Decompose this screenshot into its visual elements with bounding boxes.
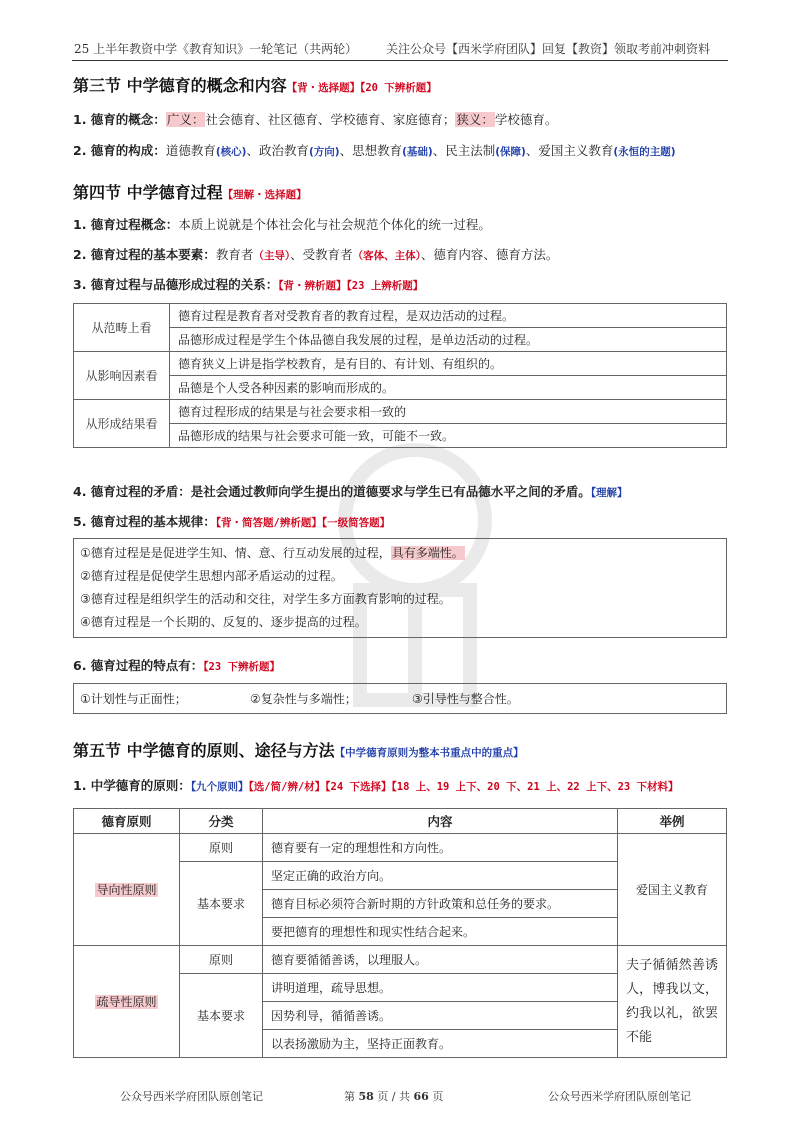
section3-item2 (73, 141, 676, 159)
item-label: 6. 德育过程的特点有： (73, 658, 204, 673)
page-suffix: 页 (432, 1090, 444, 1103)
item-label: 2. 德育过程的基本要素： (73, 247, 216, 262)
tag-text: 【23 上辨析题】 (346, 280, 424, 292)
separator: 、 (525, 143, 539, 158)
law-item (74, 565, 726, 588)
principle-name-cell (74, 834, 180, 946)
law-text: ④德育过程是一个长期的、反复的、逐步提高的过程。 (80, 615, 367, 629)
section3-tag: 【背・选择题】 (286, 82, 361, 94)
column-header: 德育原则 (74, 809, 180, 834)
content-cell: 要把德育的理想性和现实性结合起来。 (263, 918, 618, 946)
law-item (74, 611, 726, 634)
table-cell: 德育过程形成的结果是与社会要求相一致的 (170, 400, 727, 424)
features-box (73, 683, 727, 714)
note-text: (保障) (495, 146, 526, 158)
category-cell: 原则 (180, 946, 263, 974)
principle-name-cell (74, 946, 180, 1058)
table-row (74, 328, 727, 352)
item-label: 1. 德育过程概念： (73, 217, 179, 232)
item-label: 2. 德育的构成： (73, 143, 166, 158)
content-cell: 德育要有一定的理想性和方向性。 (263, 834, 618, 862)
content-cell: 以表扬激励为主，坚持正面教育。 (263, 1030, 618, 1058)
principle-name: 疏导性原则 (96, 995, 157, 1009)
highlight-text: 广义： (166, 112, 205, 127)
table-cell: 品德是个人受各种因素的影响而形成的。 (170, 376, 727, 400)
header-divider (72, 60, 728, 61)
table-cell: 德育狭义上讲是指学校教育，是有目的、有计划、有组织的。 (170, 352, 727, 376)
table-key-cell: 从范畴上看 (74, 304, 170, 352)
footer-left-text: 公众号西米学府团队原创笔记 (120, 1090, 263, 1103)
footer-right-text: 公众号西米学府团队原创笔记 (548, 1090, 691, 1103)
section4-item4 (73, 482, 628, 500)
item-text: 思想教育 (352, 143, 403, 158)
item-text: 德育内容、德育方法。 (433, 247, 559, 262)
law-item (74, 588, 726, 611)
tag-text: 【背・简答题/辨析题】 (215, 517, 322, 529)
section4-heading (73, 180, 307, 203)
separator: 、 (246, 143, 259, 158)
law-item (74, 542, 726, 565)
item-label: 1. 德育的概念： (73, 112, 166, 127)
feature-item: ①计划性与正面性； (80, 692, 187, 706)
separator: 、 (432, 143, 446, 158)
section4-title: 第四节 中学德育过程 (73, 183, 223, 202)
table-row (74, 376, 727, 400)
feature-item: ③引导性与整合性。 (412, 692, 519, 706)
section4-item5 (73, 512, 390, 530)
section4-item3 (73, 275, 423, 293)
note-text: （主导） (253, 250, 291, 262)
item-text: 社会德育、社区德育、学校德育、家庭德育； (205, 112, 456, 127)
table-key-cell: 从形成结果看 (74, 400, 170, 448)
table-row (74, 400, 727, 424)
category-cell: 基本要求 (180, 974, 263, 1058)
page-number (344, 1088, 443, 1104)
note-text: （客体、主体） (352, 250, 421, 262)
section3-item1 (73, 110, 557, 128)
item-text: 本质上说就是个体社会化与社会规范个体化的统一过程。 (178, 217, 491, 232)
section5-tag: 【中学德育原则为整本书重点中的重点】 (334, 747, 524, 759)
content-cell: 德育要循循善诱，以理服人。 (263, 946, 618, 974)
column-header: 分类 (180, 809, 263, 834)
principle-name: 导向性原则 (96, 883, 157, 897)
tag-text: 【理解】 (590, 487, 628, 499)
table-cell: 品德形成的结果与社会要求可能一致，可能不一致。 (170, 424, 727, 448)
law-text: ①德育过程是是促进学生知、情、意、行互动发展的过程， (80, 546, 391, 560)
header-left-text: 25 上半年教资中学《教育知识》一轮笔记（共两轮） (74, 42, 358, 56)
tag-text: 【18 上、19 上下、20 下、21 上、22 上下、23 下材料】 (391, 781, 679, 793)
tag-text: 【23 下辨析题】 (203, 661, 281, 673)
tag-text: 【24 下选择】 (325, 781, 392, 793)
section4-item6 (73, 656, 280, 674)
section4-item2 (73, 245, 558, 263)
table-row (74, 946, 727, 974)
item-text: 道德教育 (165, 143, 216, 158)
section5-item1 (73, 776, 679, 794)
page-mid: 页 / 共 (377, 1090, 411, 1103)
separator: 、 (290, 247, 303, 262)
column-header: 内容 (263, 809, 618, 834)
note-text: (永恒的主题) (613, 146, 676, 158)
tag-text: 【一级简答题】 (321, 517, 391, 529)
item-label: 3. 德育过程与品德形成过程的关系： (73, 277, 279, 292)
highlight-text: 狭义： (456, 112, 494, 127)
page-prefix: 第 (344, 1090, 355, 1103)
item-text: 民主法制 (445, 143, 496, 158)
section5-heading (73, 738, 524, 761)
item-text: 4. 德育过程的矛盾：是社会通过教师向学生提出的道德要求与学生已有品德水平之间的矛盾。 (73, 484, 591, 499)
table-key-cell: 从影响因素看 (74, 352, 170, 400)
item-text: 受教育者 (302, 247, 353, 262)
laws-box (73, 538, 727, 638)
principles-table (73, 808, 727, 1058)
tag-text: 【选/简/辨/材】 (248, 781, 326, 793)
table-row (74, 834, 727, 862)
section4-tag: 【理解・选择题】 (222, 189, 307, 201)
item-label: 1. 中学德育的原则： (73, 778, 191, 793)
section3-heading (73, 73, 437, 96)
content-cell: 讲明道理，疏导思想。 (263, 974, 618, 1002)
section5-title: 第五节 中学德育的原则、途径与方法 (73, 741, 335, 760)
note-text: (基础) (402, 146, 433, 158)
category-cell: 原则 (180, 834, 263, 862)
feature-item: ②复杂性与多端性； (250, 692, 357, 706)
example-cell: 夫子循循然善诱人，博我以文，约我以礼，欲罢不能 (618, 946, 727, 1058)
content-cell: 坚定正确的政治方向。 (263, 862, 618, 890)
item-text: 教育者 (215, 247, 254, 262)
note-text: (方向) (308, 146, 340, 158)
section3-tag-2: 【20 下辨析题】 (360, 82, 437, 94)
separator: 、 (420, 247, 434, 262)
law-text: ②德育过程是促使学生思想内部矛盾运动的过程。 (80, 569, 343, 583)
item-text: 政治教育 (258, 143, 309, 158)
item-label: 5. 德育过程的基本规律： (73, 514, 216, 529)
total-pages: 66 (413, 1090, 429, 1103)
separator: 、 (339, 143, 353, 158)
category-cell: 基本要求 (180, 862, 263, 946)
header-right-text: 关注公众号【西米学府团队】回复【教资】领取考前冲刺资料 (386, 42, 711, 56)
relation-table (73, 303, 727, 448)
highlight-text: 具有多端性。 (391, 546, 464, 560)
table-row (74, 424, 727, 448)
item-text: 爱国主义教育 (538, 143, 614, 158)
table-row (74, 352, 727, 376)
section4-item1 (73, 215, 491, 233)
column-header: 举例 (618, 809, 727, 834)
table-cell: 德育过程是教育者对受教育者的教育过程，是双边活动的过程。 (170, 304, 727, 328)
content-cell: 德育目标必须符合新时期的方针政策和总任务的要求。 (263, 890, 618, 918)
table-header-row (74, 809, 727, 834)
tag-text: 【背・辨析题】 (278, 280, 347, 292)
example-cell: 爱国主义教育 (618, 834, 727, 946)
note-text: (核心) (215, 146, 247, 158)
item-text: 学校德育。 (494, 112, 558, 127)
tag-text: 【九个原则】 (190, 781, 249, 793)
section3-title: 第三节 中学德育的概念和内容 (73, 76, 287, 95)
table-row (74, 304, 727, 328)
law-text: ③德育过程是组织学生的活动和交往，对学生多方面教育影响的过程。 (80, 592, 451, 606)
table-cell: 品德形成过程是学生个体品德自我发展的过程，是单边活动的过程。 (170, 328, 727, 352)
current-page: 58 (358, 1090, 374, 1103)
content-cell: 因势利导，循循善诱。 (263, 1002, 618, 1030)
